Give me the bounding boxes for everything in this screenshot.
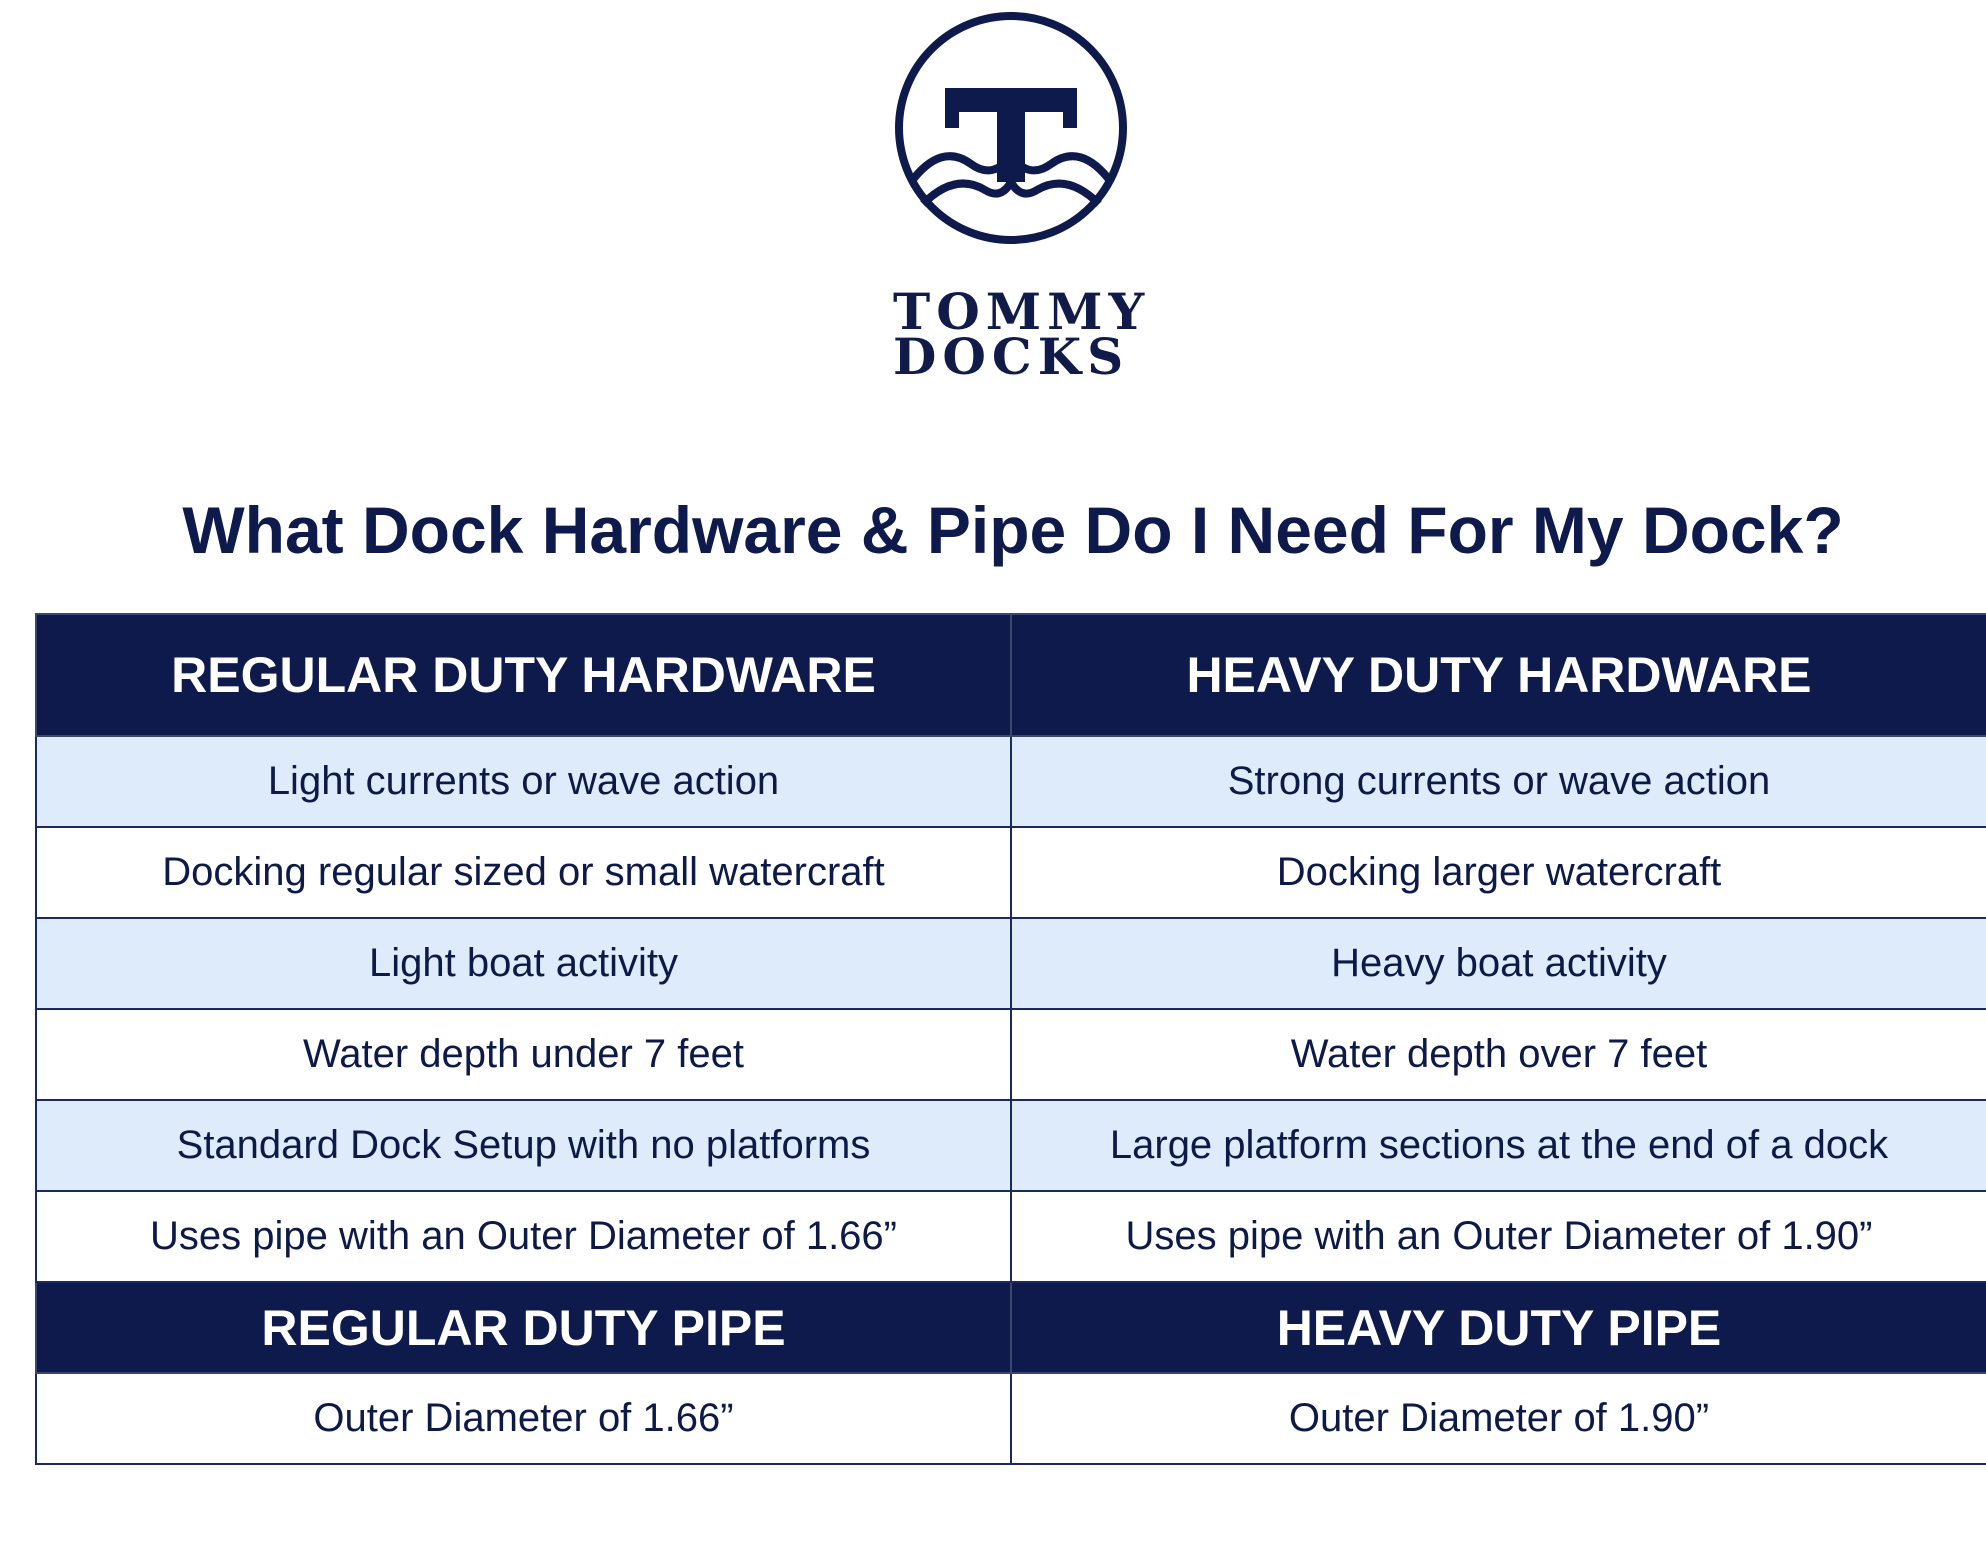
regular-cell: Light boat activity [36,918,1011,1009]
regular-cell: Water depth under 7 feet [36,1009,1011,1100]
table-row [36,1009,1986,1100]
regular-cell: Standard Dock Setup with no platforms [36,1100,1011,1191]
hardware-header-row [36,614,1986,736]
regular-pipe-cell: Outer Diameter of 1.66” [36,1373,1011,1464]
table-row [36,827,1986,918]
pipe-header-row [36,1282,1986,1373]
table-row [36,1100,1986,1191]
regular-cell: Uses pipe with an Outer Diameter of 1.66” [36,1191,1011,1282]
anchor-wave-logo-icon [893,12,1129,248]
table-row [36,736,1986,827]
table-row [36,918,1986,1009]
brand-logo [893,12,1151,386]
heavy-duty-pipe-header: HEAVY DUTY PIPE [1011,1282,1986,1373]
hardware-pipe-table [35,613,1986,1465]
heavy-pipe-cell: Outer Diameter of 1.90” [1011,1373,1986,1464]
table-row [36,1191,1986,1282]
heavy-cell: Strong currents or wave action [1011,736,1986,827]
heavy-cell: Large platform sections at the end of a dock [1011,1100,1986,1191]
brand-name-line-2: DOCKS [893,327,1130,386]
page-title: What Dock Hardware & Pipe Do I Need For My Dock? [182,493,1844,567]
brand-name-line-1: TOMMY [893,282,1151,341]
regular-duty-pipe-header: REGULAR DUTY PIPE [36,1282,1011,1373]
heavy-cell: Heavy boat activity [1011,918,1986,1009]
heavy-cell: Uses pipe with an Outer Diameter of 1.90” [1011,1191,1986,1282]
regular-cell: Light currents or wave action [36,736,1011,827]
heavy-duty-hardware-header: HEAVY DUTY HARDWARE [1011,614,1986,736]
heavy-cell: Docking larger watercraft [1011,827,1986,918]
heavy-cell: Water depth over 7 feet [1011,1009,1986,1100]
table-row [36,1373,1986,1464]
regular-cell: Docking regular sized or small watercraft [36,827,1011,918]
regular-duty-hardware-header: REGULAR DUTY HARDWARE [36,614,1011,736]
